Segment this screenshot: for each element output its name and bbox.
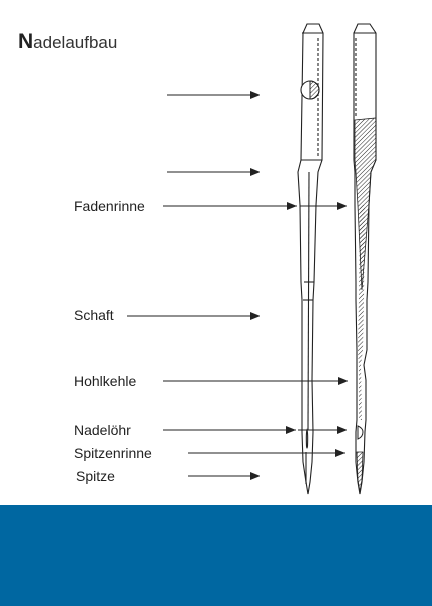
- label-schaft: Schaft: [74, 307, 114, 323]
- needle-side-groove-hatch: [358, 205, 365, 420]
- needle-side-outline: [354, 24, 376, 494]
- needle-front-flat-section: [301, 81, 319, 99]
- label-fadenrinne: Fadenrinne: [74, 198, 145, 214]
- needle-side-eye: [358, 426, 363, 439]
- footer-band: [0, 505, 432, 606]
- label-spitzenrinne: Spitzenrinne: [74, 445, 152, 461]
- needle-front-groove-line: [308, 172, 309, 430]
- needle-side: [354, 24, 376, 494]
- arrows: [127, 95, 348, 476]
- needle-side-shank-hatch: [355, 118, 376, 290]
- needle-front-eye: [306, 430, 307, 448]
- needle-side-point-hatch: [357, 452, 363, 492]
- title-initial: N: [18, 30, 34, 53]
- label-spitze: Spitze: [76, 468, 115, 484]
- label-hohlkehle: Hohlkehle: [74, 373, 137, 389]
- label-nadeloehr: Nadelöhr: [74, 422, 131, 438]
- title-rest: adelaufbau: [33, 33, 118, 52]
